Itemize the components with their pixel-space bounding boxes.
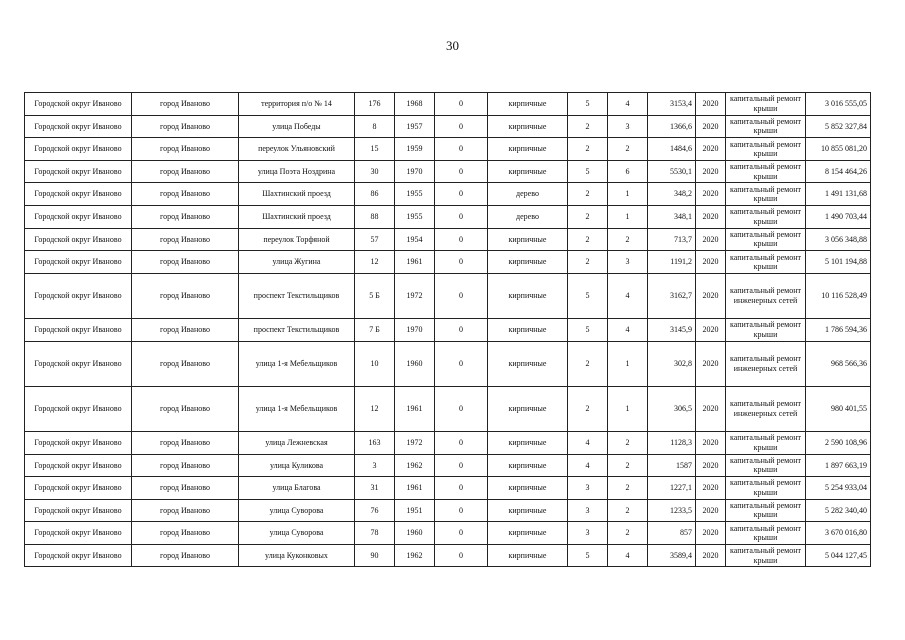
plan-year-cell: 2020 [696, 138, 726, 161]
entrances-cell: 2 [608, 228, 648, 251]
work-type-cell: капитальный ремонт инженерных сетей [726, 273, 806, 318]
work-type-cell: капитальный ремонт крыши [726, 160, 806, 183]
work-type-cell: капитальный ремонт крыши [726, 183, 806, 206]
work-type-cell: капитальный ремонт крыши [726, 477, 806, 500]
city-cell: город Иваново [132, 115, 239, 138]
wall-material-cell: дерево [488, 183, 568, 206]
area-cell: 3145,9 [648, 318, 696, 341]
district-cell: Городской округ Иваново [25, 318, 132, 341]
entrances-cell: 1 [608, 205, 648, 228]
street-cell: улица Поэта Ноздрина [239, 160, 355, 183]
build-year-cell: 1959 [395, 138, 435, 161]
area-cell: 306,5 [648, 386, 696, 431]
city-cell: город Иваново [132, 205, 239, 228]
table-row [25, 454, 871, 477]
cost-cell: 5 852 327,84 [806, 115, 871, 138]
street-cell: территория п/о № 14 [239, 93, 355, 116]
build-year-cell: 1955 [395, 183, 435, 206]
district-cell: Городской округ Иваново [25, 205, 132, 228]
district-cell: Городской округ Иваново [25, 386, 132, 431]
area-cell: 1233,5 [648, 499, 696, 522]
street-cell: улица Куконковых [239, 544, 355, 567]
build-year-cell: 1962 [395, 454, 435, 477]
city-cell: город Иваново [132, 228, 239, 251]
floors-cell: 2 [568, 228, 608, 251]
wall-material-cell: кирпичные [488, 431, 568, 454]
work-type-cell: капитальный ремонт инженерных сетей [726, 341, 806, 386]
city-cell: город Иваново [132, 160, 239, 183]
param-cell: 0 [435, 499, 488, 522]
table-row [25, 115, 871, 138]
wall-material-cell: кирпичные [488, 138, 568, 161]
cost-cell: 968 566,36 [806, 341, 871, 386]
street-cell: улица Лежневская [239, 431, 355, 454]
floors-cell: 5 [568, 273, 608, 318]
city-cell: город Иваново [132, 341, 239, 386]
table-row [25, 544, 871, 567]
work-type-cell: капитальный ремонт крыши [726, 251, 806, 274]
wall-material-cell: кирпичные [488, 160, 568, 183]
plan-year-cell: 2020 [696, 341, 726, 386]
plan-year-cell: 2020 [696, 183, 726, 206]
district-cell: Городской округ Иваново [25, 93, 132, 116]
param-cell: 0 [435, 477, 488, 500]
wall-material-cell: кирпичные [488, 386, 568, 431]
district-cell: Городской округ Иваново [25, 499, 132, 522]
wall-material-cell: кирпичные [488, 251, 568, 274]
build-year-cell: 1954 [395, 228, 435, 251]
plan-year-cell: 2020 [696, 251, 726, 274]
floors-cell: 5 [568, 93, 608, 116]
build-year-cell: 1957 [395, 115, 435, 138]
district-cell: Городской округ Иваново [25, 273, 132, 318]
entrances-cell: 2 [608, 138, 648, 161]
repair-register-table [24, 92, 871, 567]
param-cell: 0 [435, 228, 488, 251]
floors-cell: 4 [568, 431, 608, 454]
street-cell: улица 1-я Мебельщиков [239, 341, 355, 386]
district-cell: Городской округ Иваново [25, 544, 132, 567]
street-cell: улица Куликова [239, 454, 355, 477]
floors-cell: 4 [568, 454, 608, 477]
table-row [25, 183, 871, 206]
district-cell: Городской округ Иваново [25, 454, 132, 477]
plan-year-cell: 2020 [696, 115, 726, 138]
city-cell: город Иваново [132, 318, 239, 341]
work-type-cell: капитальный ремонт крыши [726, 115, 806, 138]
house-number-cell: 86 [355, 183, 395, 206]
entrances-cell: 2 [608, 454, 648, 477]
build-year-cell: 1960 [395, 522, 435, 545]
district-cell: Городской округ Иваново [25, 183, 132, 206]
district-cell: Городской округ Иваново [25, 251, 132, 274]
plan-year-cell: 2020 [696, 386, 726, 431]
plan-year-cell: 2020 [696, 160, 726, 183]
area-cell: 348,1 [648, 205, 696, 228]
build-year-cell: 1955 [395, 205, 435, 228]
entrances-cell: 1 [608, 386, 648, 431]
cost-cell: 2 590 108,96 [806, 431, 871, 454]
floors-cell: 2 [568, 251, 608, 274]
street-cell: проспект Текстильщиков [239, 273, 355, 318]
entrances-cell: 6 [608, 160, 648, 183]
param-cell: 0 [435, 386, 488, 431]
table-row [25, 386, 871, 431]
wall-material-cell: кирпичные [488, 499, 568, 522]
entrances-cell: 4 [608, 318, 648, 341]
build-year-cell: 1970 [395, 318, 435, 341]
area-cell: 857 [648, 522, 696, 545]
city-cell: город Иваново [132, 251, 239, 274]
floors-cell: 2 [568, 138, 608, 161]
entrances-cell: 1 [608, 183, 648, 206]
street-cell: проспект Текстильщиков [239, 318, 355, 341]
build-year-cell: 1961 [395, 477, 435, 500]
work-type-cell: капитальный ремонт инженерных сетей [726, 386, 806, 431]
cost-cell: 3 056 348,88 [806, 228, 871, 251]
floors-cell: 2 [568, 183, 608, 206]
house-number-cell: 76 [355, 499, 395, 522]
district-cell: Городской округ Иваново [25, 341, 132, 386]
floors-cell: 3 [568, 477, 608, 500]
cost-cell: 1 490 703,44 [806, 205, 871, 228]
floors-cell: 3 [568, 522, 608, 545]
build-year-cell: 1968 [395, 93, 435, 116]
build-year-cell: 1962 [395, 544, 435, 567]
street-cell: Шахтинский проезд [239, 205, 355, 228]
table-row [25, 477, 871, 500]
param-cell: 0 [435, 273, 488, 318]
city-cell: город Иваново [132, 431, 239, 454]
wall-material-cell: кирпичные [488, 115, 568, 138]
area-cell: 1587 [648, 454, 696, 477]
house-number-cell: 12 [355, 386, 395, 431]
cost-cell: 5 254 933,04 [806, 477, 871, 500]
plan-year-cell: 2020 [696, 273, 726, 318]
work-type-cell: капитальный ремонт крыши [726, 499, 806, 522]
area-cell: 348,2 [648, 183, 696, 206]
table-row [25, 273, 871, 318]
table-row [25, 228, 871, 251]
city-cell: город Иваново [132, 138, 239, 161]
area-cell: 1484,6 [648, 138, 696, 161]
build-year-cell: 1972 [395, 273, 435, 318]
area-cell: 1191,2 [648, 251, 696, 274]
work-type-cell: капитальный ремонт крыши [726, 228, 806, 251]
work-type-cell: капитальный ремонт крыши [726, 93, 806, 116]
plan-year-cell: 2020 [696, 228, 726, 251]
plan-year-cell: 2020 [696, 93, 726, 116]
area-cell: 1128,3 [648, 431, 696, 454]
plan-year-cell: 2020 [696, 454, 726, 477]
street-cell: улица Суворова [239, 499, 355, 522]
street-cell: улица Суворова [239, 522, 355, 545]
house-number-cell: 163 [355, 431, 395, 454]
table-row [25, 431, 871, 454]
entrances-cell: 2 [608, 477, 648, 500]
table-row [25, 205, 871, 228]
house-number-cell: 57 [355, 228, 395, 251]
work-type-cell: капитальный ремонт крыши [726, 318, 806, 341]
param-cell: 0 [435, 93, 488, 116]
entrances-cell: 4 [608, 544, 648, 567]
district-cell: Городской округ Иваново [25, 431, 132, 454]
house-number-cell: 10 [355, 341, 395, 386]
cost-cell: 10 116 528,49 [806, 273, 871, 318]
city-cell: город Иваново [132, 544, 239, 567]
city-cell: город Иваново [132, 183, 239, 206]
table-row [25, 499, 871, 522]
plan-year-cell: 2020 [696, 499, 726, 522]
cost-cell: 3 016 555,05 [806, 93, 871, 116]
wall-material-cell: кирпичные [488, 477, 568, 500]
cost-cell: 1 897 663,19 [806, 454, 871, 477]
entrances-cell: 3 [608, 251, 648, 274]
house-number-cell: 8 [355, 115, 395, 138]
entrances-cell: 4 [608, 93, 648, 116]
district-cell: Городской округ Иваново [25, 522, 132, 545]
cost-cell: 3 670 016,80 [806, 522, 871, 545]
district-cell: Городской округ Иваново [25, 477, 132, 500]
cost-cell: 8 154 464,26 [806, 160, 871, 183]
table-row [25, 318, 871, 341]
city-cell: город Иваново [132, 454, 239, 477]
district-cell: Городской округ Иваново [25, 160, 132, 183]
param-cell: 0 [435, 318, 488, 341]
cost-cell: 10 855 081,20 [806, 138, 871, 161]
area-cell: 1366,6 [648, 115, 696, 138]
area-cell: 3162,7 [648, 273, 696, 318]
param-cell: 0 [435, 138, 488, 161]
table-row [25, 251, 871, 274]
floors-cell: 2 [568, 341, 608, 386]
cost-cell: 1 491 131,68 [806, 183, 871, 206]
page-number: 30 [446, 38, 459, 53]
build-year-cell: 1960 [395, 341, 435, 386]
wall-material-cell: кирпичные [488, 273, 568, 318]
area-cell: 5530,1 [648, 160, 696, 183]
house-number-cell: 7 Б [355, 318, 395, 341]
street-cell: переулок Ульяновский [239, 138, 355, 161]
street-cell: улица 1-я Мебельщиков [239, 386, 355, 431]
wall-material-cell: кирпичные [488, 93, 568, 116]
cost-cell: 5 101 194,88 [806, 251, 871, 274]
plan-year-cell: 2020 [696, 205, 726, 228]
param-cell: 0 [435, 205, 488, 228]
build-year-cell: 1961 [395, 386, 435, 431]
wall-material-cell: кирпичные [488, 454, 568, 477]
city-cell: город Иваново [132, 522, 239, 545]
wall-material-cell: дерево [488, 205, 568, 228]
build-year-cell: 1951 [395, 499, 435, 522]
entrances-cell: 3 [608, 115, 648, 138]
param-cell: 0 [435, 454, 488, 477]
table-row [25, 93, 871, 116]
wall-material-cell: кирпичные [488, 341, 568, 386]
street-cell: улица Благова [239, 477, 355, 500]
entrances-cell: 2 [608, 431, 648, 454]
floors-cell: 2 [568, 205, 608, 228]
wall-material-cell: кирпичные [488, 544, 568, 567]
house-number-cell: 31 [355, 477, 395, 500]
floors-cell: 3 [568, 499, 608, 522]
floors-cell: 5 [568, 544, 608, 567]
city-cell: город Иваново [132, 386, 239, 431]
work-type-cell: капитальный ремонт крыши [726, 205, 806, 228]
area-cell: 1227,1 [648, 477, 696, 500]
work-type-cell: капитальный ремонт крыши [726, 431, 806, 454]
house-number-cell: 88 [355, 205, 395, 228]
street-cell: улица Победы [239, 115, 355, 138]
table-body [25, 93, 871, 567]
house-number-cell: 3 [355, 454, 395, 477]
house-number-cell: 12 [355, 251, 395, 274]
district-cell: Городской округ Иваново [25, 228, 132, 251]
param-cell: 0 [435, 544, 488, 567]
param-cell: 0 [435, 115, 488, 138]
plan-year-cell: 2020 [696, 431, 726, 454]
floors-cell: 2 [568, 115, 608, 138]
plan-year-cell: 2020 [696, 544, 726, 567]
work-type-cell: капитальный ремонт крыши [726, 454, 806, 477]
city-cell: город Иваново [132, 93, 239, 116]
build-year-cell: 1961 [395, 251, 435, 274]
cost-cell: 5 044 127,45 [806, 544, 871, 567]
build-year-cell: 1970 [395, 160, 435, 183]
city-cell: город Иваново [132, 477, 239, 500]
house-number-cell: 5 Б [355, 273, 395, 318]
district-cell: Городской округ Иваново [25, 138, 132, 161]
entrances-cell: 4 [608, 273, 648, 318]
floors-cell: 2 [568, 386, 608, 431]
param-cell: 0 [435, 522, 488, 545]
param-cell: 0 [435, 160, 488, 183]
table-row [25, 160, 871, 183]
cost-cell: 1 786 594,36 [806, 318, 871, 341]
cost-cell: 5 282 340,40 [806, 499, 871, 522]
build-year-cell: 1972 [395, 431, 435, 454]
cost-cell: 980 401,55 [806, 386, 871, 431]
entrances-cell: 1 [608, 341, 648, 386]
plan-year-cell: 2020 [696, 477, 726, 500]
house-number-cell: 90 [355, 544, 395, 567]
table-row [25, 522, 871, 545]
table-row [25, 138, 871, 161]
floors-cell: 5 [568, 318, 608, 341]
city-cell: город Иваново [132, 499, 239, 522]
work-type-cell: капитальный ремонт крыши [726, 544, 806, 567]
street-cell: Шахтинский проезд [239, 183, 355, 206]
entrances-cell: 2 [608, 522, 648, 545]
house-number-cell: 15 [355, 138, 395, 161]
district-cell: Городской округ Иваново [25, 115, 132, 138]
param-cell: 0 [435, 431, 488, 454]
area-cell: 3589,4 [648, 544, 696, 567]
wall-material-cell: кирпичные [488, 318, 568, 341]
wall-material-cell: кирпичные [488, 228, 568, 251]
wall-material-cell: кирпичные [488, 522, 568, 545]
street-cell: переулок Торфяной [239, 228, 355, 251]
entrances-cell: 2 [608, 499, 648, 522]
area-cell: 302,8 [648, 341, 696, 386]
work-type-cell: капитальный ремонт крыши [726, 522, 806, 545]
param-cell: 0 [435, 251, 488, 274]
plan-year-cell: 2020 [696, 522, 726, 545]
area-cell: 713,7 [648, 228, 696, 251]
house-number-cell: 30 [355, 160, 395, 183]
plan-year-cell: 2020 [696, 318, 726, 341]
city-cell: город Иваново [132, 273, 239, 318]
floors-cell: 5 [568, 160, 608, 183]
param-cell: 0 [435, 183, 488, 206]
house-number-cell: 78 [355, 522, 395, 545]
param-cell: 0 [435, 341, 488, 386]
table-row [25, 341, 871, 386]
area-cell: 3153,4 [648, 93, 696, 116]
house-number-cell: 176 [355, 93, 395, 116]
work-type-cell: капитальный ремонт крыши [726, 138, 806, 161]
street-cell: улица Жугина [239, 251, 355, 274]
